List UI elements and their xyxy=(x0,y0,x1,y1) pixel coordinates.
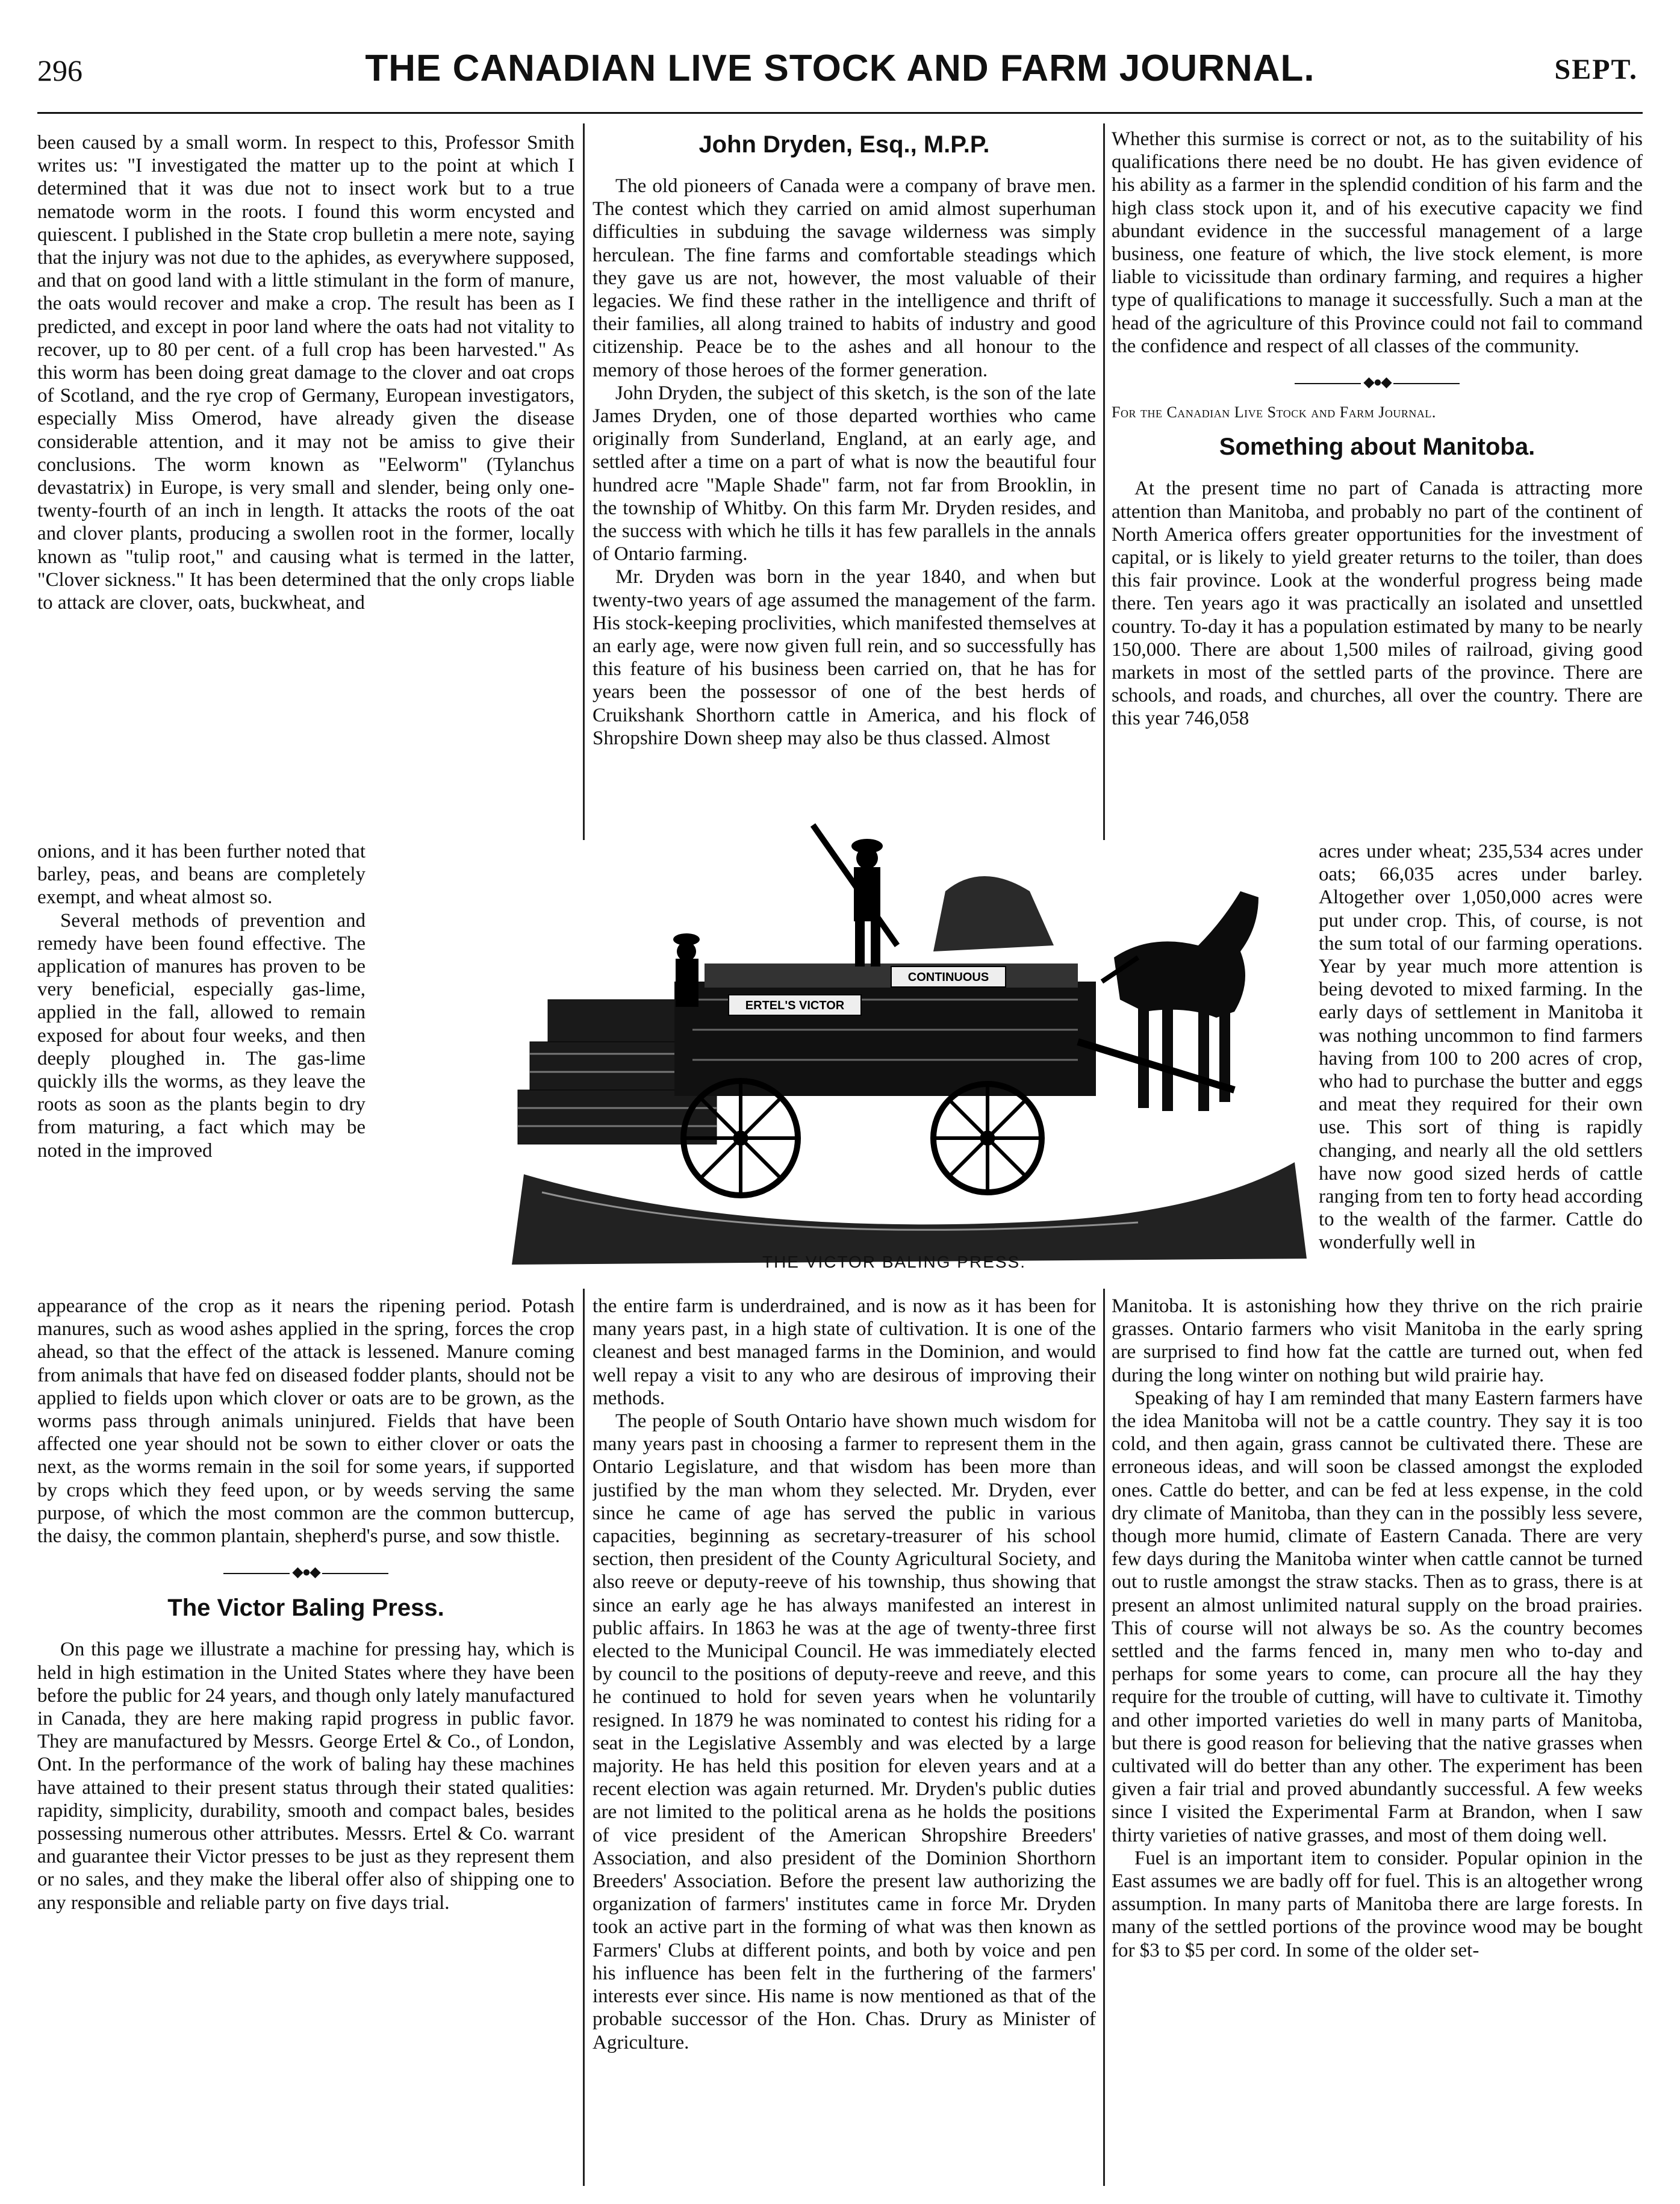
sweep-pole xyxy=(1078,1042,1234,1090)
ground-shading xyxy=(512,1162,1307,1265)
figure-caption: THE VICTOR BALING PRESS. xyxy=(762,1253,1027,1271)
dryden-text-4: the entire farm is underdrained, and is now as it has been for many years past, in a high state of cultivation. It is one of the cleanest and best managed farms in the Dominion, and would well repay a visit to any who are desirous of improving their methods. xyxy=(593,1295,1096,1409)
dryden-heading: John Dryden, Esq., M.P.P. xyxy=(698,131,990,158)
manitoba-heading: Something about Manitoba. xyxy=(1219,434,1535,461)
press-sign-left: ERTEL'S VICTOR xyxy=(745,999,845,1012)
manitoba-text-1b: acres under wheat; 235,534 acres under oats; 66,035 acres under barley. Altogether over 1,050,000 acres were put under crop. This, of course, is not the sum total of our farming operations. Year by year much more attention is being devoted to mixed farming. In the early days of settlement in Manitoba it was nothing uncommon to find farmers having from 100 to 200 acres of crop, who had to purchase the butter and eggs and meat they required for their own use. This sort of thing is rapidly changing, and nearly all the old settlers have now good sized herds of cattle ranging from ten to forty head according to the wealth of the farmer. Cattle do wonderfully well in xyxy=(1319,841,1643,1254)
eelworm-text-1b: onions, and it has been further noted that barley, peas, and beans are completely exempt, and wheat almost so. xyxy=(37,841,366,909)
column-1-lower xyxy=(37,1295,574,2186)
journal-title: THE CANADIAN LIVE STOCK AND FARM JOURNAL. xyxy=(365,48,1315,89)
column-rule-2-lower xyxy=(1103,1289,1105,2186)
horse xyxy=(1102,891,1258,1111)
press-sign-top: CONTINUOUS xyxy=(907,971,989,984)
manitoba-text-1c: Manitoba. It is astonishing how they thrive on the rich prairie grasses. Ontario farmers who visit Manitoba in the early spring are surprised to find how fat the cattle are turned out, when fed during the long winter on nothing but wild prairie hay. xyxy=(1112,1295,1643,1386)
eelworm-text-1: been caused by a small worm. In respect to this, Professor Smith writes us: "I investigated the matter up to the point at which I determined that it was due not to insect work but to a true nematode worm in the roots. I found this worm encysted and quiescent. I published in the State crop bulletin a mere note, saying that the injury was not due to the aphides, as everywhere supposed, and that on good land with a little stimulant in the form of manure, the oats would recover and make a crop. The result has been as I predicted, and except in poor land where the oats had not vitality to recover, up to 80 per cent. of a full crop has been harvested." As this worm has been doing great damage to the clover and oat crops of Scotland, and the rye crop of Germany, European investigators, especially Miss Omerod, have already given the disease considerable attention, and it may not be amiss to give their conclusions. The worm known as "Eelworm" (Tylanchus devastatrix) in Europe, is very small and slender, being only one-twenty-fourth of an inch in length. It attacks the roots of the oat and clover plants, producing a swollen root in the former, locally known as "tulip root," and causing what is termed in the latter, "Clover sickness." It has been determined that the only crops liable to attack are clover, oats, buckwheat, and xyxy=(37,132,574,614)
dryden-text-5: The people of South Ontario have shown much wisdom for many years past in choosing a farmer to represent them in the Ontario Legislature, and that wisdom has been more than justified by the man whom they selected. Mr. Dryden, ever since he came of age has served the public in various capacities, beginning as secretary-treasurer of his school section, then president of the County Agricultural Society, and also reeve or deputy-reeve of his township, thus showing that since an early age he has always manifested an interest in public affairs. In 1863 he was at the age of twenty-three first elected to the Municipal Council. He was immediately elected by council to the positions of deputy-reeve and reeve, and this he continued to hold for seven years when he voluntarily resigned. In 1879 he was nominated to contest his riding for a seat in the Legislative Assembly and was elected by a large majority. He has held this position for eleven years and at a recent election was again returned. Mr. Dryden's public duties are not limited to the political arena as he holds the positions of vice president of the American Shropshire Breeders' Association, and also president of the Dominion Shorthorn Breeders' Association. Before the present law authorizing the organization of farmers' institutes came in force Mr. Dryden took an active part in the forming of what was then known as Farmers' Clubs at different points, and both by voice and pen his influence has been felt in the furthering of the farmers' interests ever since. His name is now mentioned as that of the probable successor of the Hon. Chas. Drury as Minister of Agriculture. xyxy=(593,1410,1096,2053)
column-rule-1-lower xyxy=(583,1289,585,2186)
eelworm-text-2b: appearance of the crop as it nears the ripening period. Potash manures, such as wood ashes applied in the spring, forces the crop ahead, so that the effect of the attack is lessened. Manure coming from animals that have fed on diseased fodder plants, should not be applied to fields upon which clover or oats are to be grown, as the worms pass through animals uninjured. Fields that have been affected one year should not be sown to either clover or oats the next, as the worms remain in the soil for some years, if supported by crops which they feed upon, or by weeds serving the same purpose, of which the most common are the common buttercup, the daisy, the common plantain, shepherd's purse, and sow thistle. xyxy=(37,1295,574,1548)
column-rule-2 xyxy=(1103,123,1105,840)
eelworm-text-2: Several methods of prevention and remedy have been found effective. The application of manures has proven to be very beneficial, especially gas-lime, applied in the fall, allowed to remain exposed for about four weeks, and then deeply ploughed in. The gas-lime quickly ills the worms, as they leave the roots as soon as the plants begin to dry from maturing, a fact which may be noted in the improved xyxy=(37,909,366,1162)
wagon-wheels xyxy=(683,1081,1042,1195)
section-ornament-2: ◆●◆ xyxy=(1112,371,1643,394)
column-rule-1 xyxy=(583,123,585,840)
dryden-text-3: Mr. Dryden was born in the year 1840, and when but twenty-two years of age assumed the management of the farm. His stock-keeping proclivities, which manifested themselves at an early age, were now given full rein, and so successfully has this feature of his business been carried on, that he has for years been the possessor of one of the best herds of Cruikshank Shorthorn cattle in America, and his flock of Shropshire Down sheep may also be thus classed. Almost xyxy=(593,566,1096,749)
column-2-lower xyxy=(593,1295,1096,2186)
column-1-middle xyxy=(37,840,366,1292)
column-2-top xyxy=(593,128,1096,840)
section-ornament: ◆●◆ xyxy=(37,1561,574,1584)
hay-pile xyxy=(933,876,1054,951)
dryden-text-6: Whether this surmise is correct or not, as to the suitability of his qualifications there need be no doubt. He has given evidence of his ability as a farmer in the splendid condition of his farm and the high class stock upon it, and of his executive capacity we find abundant evidence in the successful management of a large business, one feature of which, the live stock element, is more liable to vicissitude than ordinary farming, and requires a higher type of qualifications to manage it successfully. Such a man at the head of the agriculture of this Province could not fail to command the confidence and respect of all classes of the community. xyxy=(1112,128,1643,357)
issue-month: SEPT. xyxy=(1554,54,1638,86)
column-3-top xyxy=(1112,128,1643,838)
manitoba-text-2: Speaking of hay I am reminded that many Eastern farmers have the idea Manitoba will not be a cattle country. They say it is too cold, and then again, grass cannot be cultivated there. These are erroneous ideas, and will soon be classed amongst the exploded ones. Cattle do better, and can be fed at less expense, in the cold dry climate of Manitoba, than they can in the possibly less severe, though more humid, climate of Eastern Canada. There are very few days during the Manitoba winter when cattle cannot be turned out to rustle amongst the straw stacks. Then as to grass, there is at present an almost unlimited natural supply on the broad prairies. This of course will not always be so. As the country becomes settled and the farms fenced in, many men who to-day and perhaps for some years to come, can procure all the hay they require for the trouble of cutting, will have to cultivate it. Timothy and other imported varieties do well in many parts of Manitoba, but there is good reason for believing that the native grasses when cultivated will do better than any other. The experiment has been given a fair trial and proved abundantly successful. A few weeks since I visited the Experimental Farm at Brandon, when I saw thirty varieties of native grasses, and most of them doing well. xyxy=(1112,1387,1643,1846)
dryden-text-1: The old pioneers of Canada were a company of brave men. The contest which they carried on amid almost superhuman difficulties in subduing the savage wilderness was simply herculean. The fine farms and comfortable steadings which they gave us are not, however, the most valuable of their legacies. We find these rather in the intelligence and thrift of their families, all along trained to habits of industry and good citizenship. Peace be to the ashes and all honour to the memory of those heroes of the former generation. xyxy=(593,175,1096,381)
header-rule xyxy=(37,112,1643,114)
page-number: 296 xyxy=(37,54,82,87)
press-body xyxy=(674,963,1096,1096)
victor-heading: The Victor Baling Press. xyxy=(167,1595,444,1622)
victor-text: On this page we illustrate a machine for pressing hay, which is held in high estimation in the United States where they have been before the public for 24 years, and though only lately manufactured in Canada, they are here making rapid progress in public favor. They are manufactured by Messrs. George Ertel & Co., of London, Ont. In the performance of the work of baling hay these machines have attained to their present status through their stated qualities: rapidity, simplicity, durability, smooth and compact bales, besides possessing numerous other attributes. Messrs. Ertel & Co. warrant and guarantee their Victor presses to be just as they represent them or no sales, and they make the liberal offer also of shipping one to any responsible and reliable party on five days trial. xyxy=(37,1639,574,1914)
baling-press-illustration xyxy=(476,801,1313,1271)
column-1-top xyxy=(37,131,574,839)
manitoba-text-1: At the present time no part of Canada is attracting more attention than Manitoba, and probably no part of the continent of North America offers greater opportunities for the investment of capital, or is likely to yield greater returns to the toiler, than does this fair province. Look at the wonderful progress being made there. Ten years ago it was practically an isolated and unsettled country. To-day it has a population estimated by many to be nearly 150,000. There are about 1,500 miles of railroad, giving good markets in most of the settled parts of the province. There are schools, and roads, and churches, all over the country. There are this year 746,058 xyxy=(1112,478,1643,730)
article-credit: For the Canadian Live Stock and Farm Journal. xyxy=(1112,403,1436,422)
dryden-text-2: John Dryden, the subject of this sketch, is the son of the late James Dryden, one of those departed worthies who came originally from Sunderland, England, at an early age, and settled after a time on a part of what is now the beautiful four hundred acre "Maple Shade" farm, not far from Brooklin, in the township of Whitby. On this farm Mr. Dryden resides, and the success with which he tills it has few parallels in the annals of Ontario farming. xyxy=(593,382,1096,565)
column-3-middle xyxy=(1319,840,1643,1292)
column-3-lower xyxy=(1112,1295,1643,2186)
manitoba-text-3: Fuel is an important item to consider. Popular opinion in the East assumes we are badly off for fuel. This is an altogether wrong assumption. In many parts of Manitoba there are large forests. In many of the settled portions of the province wood may be bought for $3 to $5 per cord. In some of the older set- xyxy=(1112,1847,1643,1961)
